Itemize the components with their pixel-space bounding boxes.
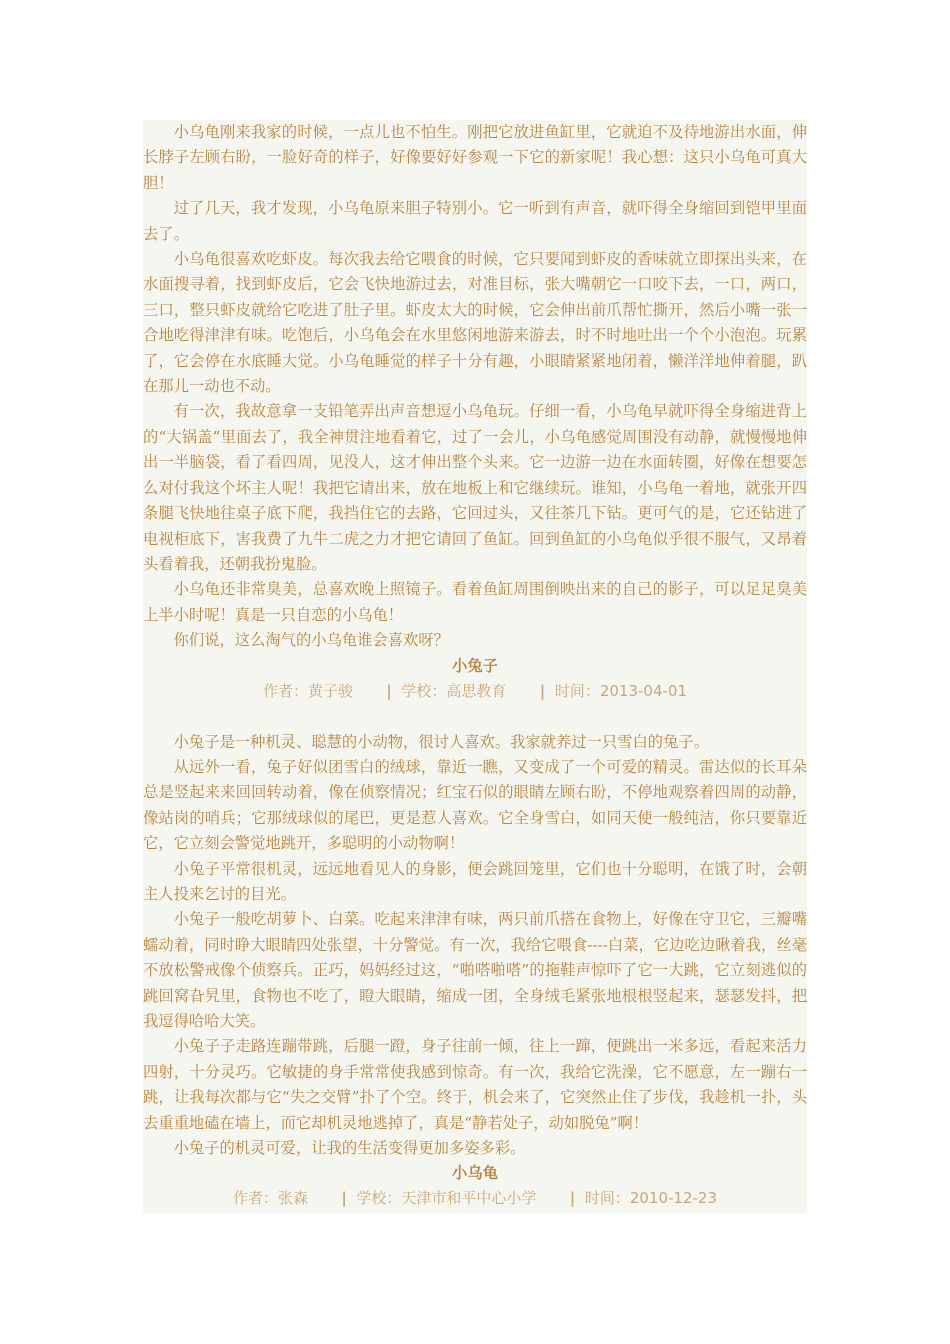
- paragraph: 小乌龟还非常臭美，总喜欢晚上照镜子。看着鱼缸周围倒映出来的自己的影子，可以足足臭美上半小时呢！真是一只自恋的小乌龟！: [143, 580, 807, 624]
- article-title: 小乌龟: [452, 1164, 498, 1183]
- document-body: [143, 120, 807, 1213]
- meta-separator: |: [539, 681, 546, 700]
- publish-date: 2010-12-23: [629, 1189, 718, 1208]
- author-label: 作者：张森: [232, 1189, 308, 1208]
- paragraph: 小乌龟很喜欢吃虾皮。每次我去给它喂食的时候，它只要闻到虾皮的香味就立即探出头来，在水面搜寻着，找到虾皮后，它会飞快地游过去，对准目标，张大嘴朝它一口咬下去，一口，两口，三口，整只虾皮就给它吃进了肚子里。虾皮太大的时候，它会伸出前爪帮忙撕开，然后小嘴一张一合地吃得津津有味。吃饱后，小乌龟会在水里悠闲地游来游去，时不时地吐出一个个小泡泡。玩累了，它会停在水底睡大觉。小乌龟睡觉的样子十分有趣，小眼睛紧紧地闭着，懒洋洋地伸着腿，趴在那儿一动也不动。: [143, 250, 807, 396]
- article-meta: [143, 678, 807, 704]
- school-label: 学校：天津市和平中心小学: [356, 1189, 537, 1208]
- paragraph: 小兔子是一种机灵、聪慧的小动物，很讨人喜欢。我家就养过一只雪白的兔子。: [173, 732, 709, 751]
- school-label: 学校：高思教育: [401, 681, 507, 700]
- article-rabbit: [143, 654, 807, 1162]
- publish-date: 2013-04-01: [599, 681, 688, 700]
- paragraph: 从远外一看，兔子好似团雪白的绒球，靠近一瞧，又变成了一个可爱的精灵。雷达似的长耳朵总是竖起来来回回转动着，像在侦察情况；红宝石似的眼睛左顾右盼，不停地观察着四周的动静，像站岗的哨兵；它那绒球似的尾巴，更是惹人喜欢。它全身雪白，如同天使一般纯洁，你只要靠近它，它立刻会警觉地跳开，多聪明的小动物啊！: [143, 757, 807, 853]
- meta-separator: |: [386, 681, 392, 700]
- meta-separator: |: [341, 1189, 347, 1208]
- time-label: 时间：: [554, 681, 600, 700]
- paragraph: 有一次，我故意拿一支铅笔弄出声音想逗小乌龟玩。仔细一看，小乌龟早就吓得全身缩进背上的“大锅盖”里面去了，我全神贯注地看着它，过了一会儿，小乌龟感觉周围没有动静，就慢慢地伸出一半脑袋，看了看四周，见没人，这才伸出整个头来。它一边游一边在水面转圈，好像在想要怎么对付我这个坏主人呢！我把它请出来，放在地板上和它继续玩。谁知，小乌龟一着地，就张开四条腿飞快地往桌子底下爬，我挡住它的去路，它回过头，又往茶几下钻。更可气的是，它还钻进了电视柜底下，害我费了九牛二虎之力才把它请回了鱼缸。回到鱼缸的小乌龟似乎很不服气，又昂着头看着我，还朝我扮鬼脸。: [143, 402, 807, 573]
- author-label: 作者：黄子骏: [262, 681, 353, 700]
- paragraph: 过了几天，我才发现，小乌龟原来胆子特别小。它一听到有声音，就吓得全身缩回到铠甲里面去了。: [143, 199, 807, 243]
- article-meta: [143, 1185, 807, 1211]
- paragraph: 你们说，这么淘气的小乌龟谁会喜欢呀？: [173, 631, 449, 650]
- article-turtle-continued: [143, 120, 807, 654]
- paragraph: 小兔子的机灵可爱，让我的生活变得更加多姿多彩。: [173, 1139, 526, 1158]
- article-turtle-header: [143, 1161, 807, 1211]
- paragraph: 小兔子平常很机灵，远远地看见人的身影，便会跳回笼里，它们也十分聪明，在饿了时，会朝主人投来乞讨的目光。: [143, 859, 807, 903]
- meta-separator: |: [569, 1189, 576, 1208]
- paragraph: 小兔子一般吃胡萝卜、白菜。吃起来津津有味，两只前爪搭在食物上，好像在守卫它，三瓣嘴蠕动着，同时睁大眼睛四处张望，十分警觉。有一次，我给它喂食----白菜，它边吃边瞅着我，丝毫不放松警戒像个侦察兵。正巧，妈妈经过这，“啪嗒啪嗒”的拖鞋声惊吓了它一大跳，它立刻逃似的跳回窝旮旯里，食物也不吃了，瞪大眼睛，缩成一团，全身绒毛紧张地根根竖起来，瑟瑟发抖，把我逗得哈哈大笑。: [143, 910, 807, 1030]
- paragraph: 小兔子子走路连蹦带跳，后腿一蹬，身子往前一倾，往上一蹿，便跳出一米多远，看起来活力四射，十分灵巧。它敏捷的身手常常使我感到惊奇。有一次，我给它洗澡，它不愿意，左一蹦右一跳，让我每次都与它“失之交臂”扑了个空。终于，机会来了，它突然止住了步伐，我趁机一扑，头去重重地磕在墙上，而它却机灵地逃掉了，真是“静若处子，动如脱兔”啊！: [143, 1037, 807, 1132]
- time-label: 时间：: [584, 1189, 630, 1208]
- spacer: [143, 704, 807, 730]
- paragraph: 小乌龟刚来我家的时候，一点儿也不怕生。刚把它放进鱼缸里，它就迫不及待地游出水面，伸长脖子左顾右盼，一脸好奇的样子，好像要好好参观一下它的新家呢！我心想：这只小乌龟可真大胆！: [143, 123, 807, 192]
- article-title: 小兔子: [452, 656, 498, 675]
